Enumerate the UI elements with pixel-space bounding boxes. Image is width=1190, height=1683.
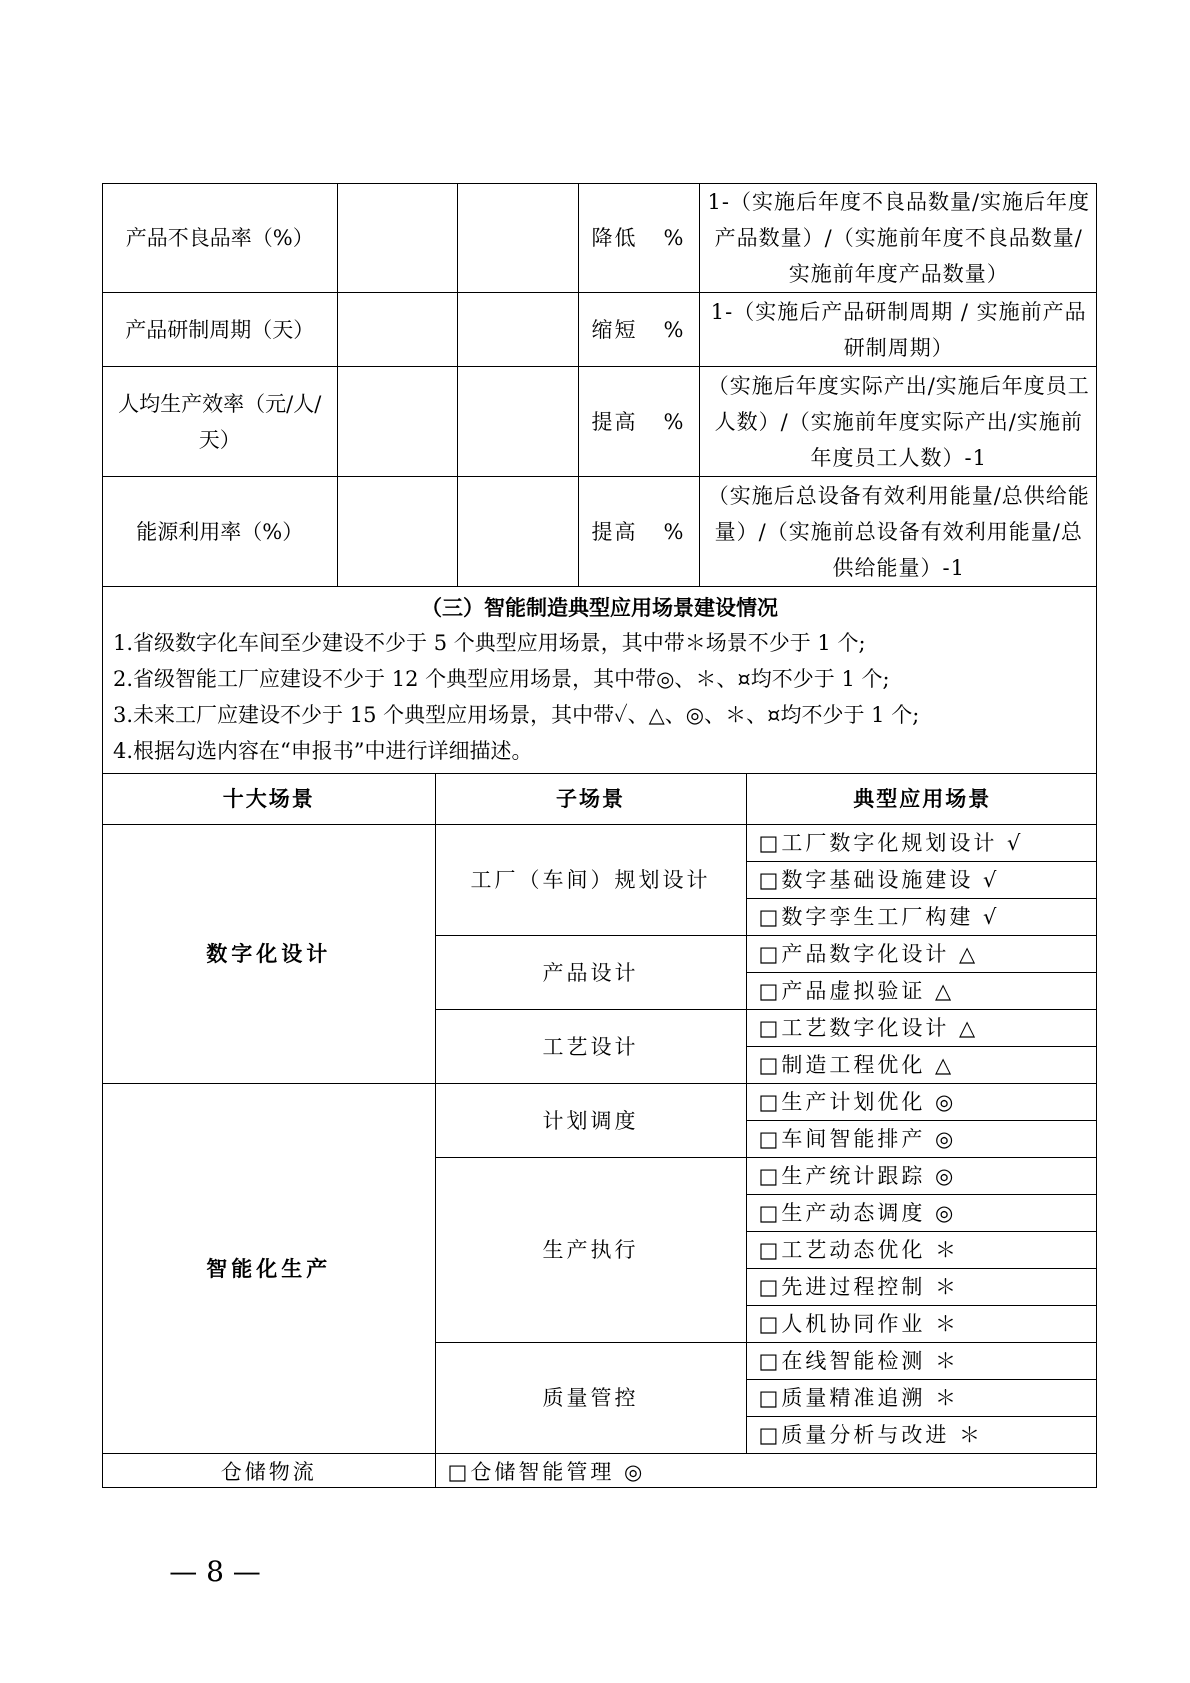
page-number: — 8 — [169, 1555, 261, 1588]
section-note: 1.省级数字化车间至少建设不少于 5 个典型应用场景，其中带＊场景不少于 1 个; [113, 631, 866, 655]
metric-before-cell[interactable] [337, 184, 457, 293]
form-frame [102, 183, 1097, 1488]
sub-scene: 工艺设计 [435, 1010, 746, 1084]
metric-row [103, 184, 1097, 293]
header-main-scene: 十大场景 [103, 774, 435, 825]
app-scene-checkbox[interactable]: □产品数字化设计 △ [746, 936, 1097, 973]
scene-header-row [103, 774, 1097, 825]
metric-after-cell[interactable] [457, 293, 578, 367]
app-scene-checkbox[interactable]: □先进过程控制 ＊ [746, 1269, 1097, 1306]
app-scene-checkbox[interactable]: □数字基础设施建设 √ [746, 862, 1097, 899]
sub-scene: 质量管控 [435, 1343, 746, 1454]
app-scene-checkbox[interactable]: □仓储智能管理 ◎ [435, 1454, 746, 1489]
sub-scene: 计划调度 [435, 1084, 746, 1158]
table-row [103, 825, 1097, 862]
app-scene-checkbox[interactable]: □质量精准追溯 ＊ [746, 1380, 1097, 1417]
metric-name: 产品研制周期（天） [103, 293, 337, 367]
app-scene-checkbox[interactable]: □人机协同作业 ＊ [746, 1306, 1097, 1343]
metric-before-cell[interactable] [337, 477, 457, 587]
app-scene-checkbox[interactable]: □质量分析与改进 ＊ [746, 1417, 1097, 1454]
sub-scene: 产品设计 [435, 936, 746, 1010]
header-app-scene: 典型应用场景 [746, 774, 1097, 825]
section-note: 3.未来工厂应建设不少于 15 个典型应用场景，其中带✓、△、◎、＊、¤均不少于 1 个; [113, 703, 920, 727]
metric-before-cell[interactable] [337, 293, 457, 367]
app-scene-checkbox[interactable]: □工艺动态优化 ＊ [746, 1232, 1097, 1269]
sub-scene: 工厂（车间）规划设计 [435, 825, 746, 936]
app-scene-checkbox[interactable]: □生产统计跟踪 ◎ [746, 1158, 1097, 1195]
metric-formula: 1-（实施后年度不良品数量/实施后年度产品数量）/（实施前年度不良品数量/实施前年度产品数量） [699, 184, 1097, 293]
section-note: 2.省级智能工厂应建设不少于 12 个典型应用场景，其中带◎、＊、¤均不少于 1 个; [113, 667, 890, 691]
metric-name: 能源利用率（%） [103, 477, 337, 587]
metric-formula: （实施后总设备有效利用能量/总供给能量）/（实施前总设备有效利用能量/总供给能量）-1 [699, 477, 1097, 587]
app-scene-checkbox[interactable]: □车间智能排产 ◎ [746, 1121, 1097, 1158]
metric-direction: 降低 % [578, 184, 699, 293]
metric-after-cell[interactable] [457, 184, 578, 293]
main-scene: 智能化生产 [103, 1084, 435, 1454]
app-scene-checkbox[interactable]: □数字孪生工厂构建 √ [746, 899, 1097, 936]
metric-name: 产品不良品率（%） [103, 184, 337, 293]
app-scene-checkbox[interactable]: □生产动态调度 ◎ [746, 1195, 1097, 1232]
metric-direction: 缩短 % [578, 293, 699, 367]
app-scene-checkbox[interactable]: □在线智能检测 ＊ [746, 1343, 1097, 1380]
metric-before-cell[interactable] [337, 367, 457, 477]
header-sub-scene: 子场景 [435, 774, 746, 825]
metric-row [103, 477, 1097, 587]
table-row [103, 1454, 1097, 1489]
scene-table [103, 774, 1097, 1488]
section-title: （三）智能制造典型应用场景建设情况 [421, 596, 778, 620]
metric-after-cell[interactable] [457, 367, 578, 477]
metric-name: 人均生产效率（元/人/天） [103, 367, 337, 477]
metric-after-cell[interactable] [457, 477, 578, 587]
app-scene-checkbox[interactable]: □产品虚拟验证 △ [746, 973, 1097, 1010]
metric-formula: 1-（实施后产品研制周期 / 实施前产品研制周期） [699, 293, 1097, 367]
sub-scene: 仓储物流 [103, 1454, 435, 1489]
app-scene-checkbox[interactable]: □制造工程优化 △ [746, 1047, 1097, 1084]
main-scene: 数字化设计 [103, 825, 435, 1084]
app-scene-checkbox[interactable]: □工厂数字化规划设计 √ [746, 825, 1097, 862]
metric-direction: 提高 % [578, 367, 699, 477]
section-notes [103, 587, 1096, 774]
sub-scene: 生产执行 [435, 1158, 746, 1343]
app-scene-checkbox[interactable]: □工艺数字化设计 △ [746, 1010, 1097, 1047]
section-note: 4.根据勾选内容在“申报书”中进行详细描述。 [113, 739, 533, 763]
metric-row [103, 367, 1097, 477]
metric-row [103, 293, 1097, 367]
metric-formula: （实施后年度实际产出/实施后年度员工人数）/（实施前年度实际产出/实施前年度员工人数）-1 [699, 367, 1097, 477]
table-row [103, 1084, 1097, 1121]
metric-direction: 提高 % [578, 477, 699, 587]
app-scene-checkbox[interactable]: □生产计划优化 ◎ [746, 1084, 1097, 1121]
metrics-table [103, 184, 1097, 587]
